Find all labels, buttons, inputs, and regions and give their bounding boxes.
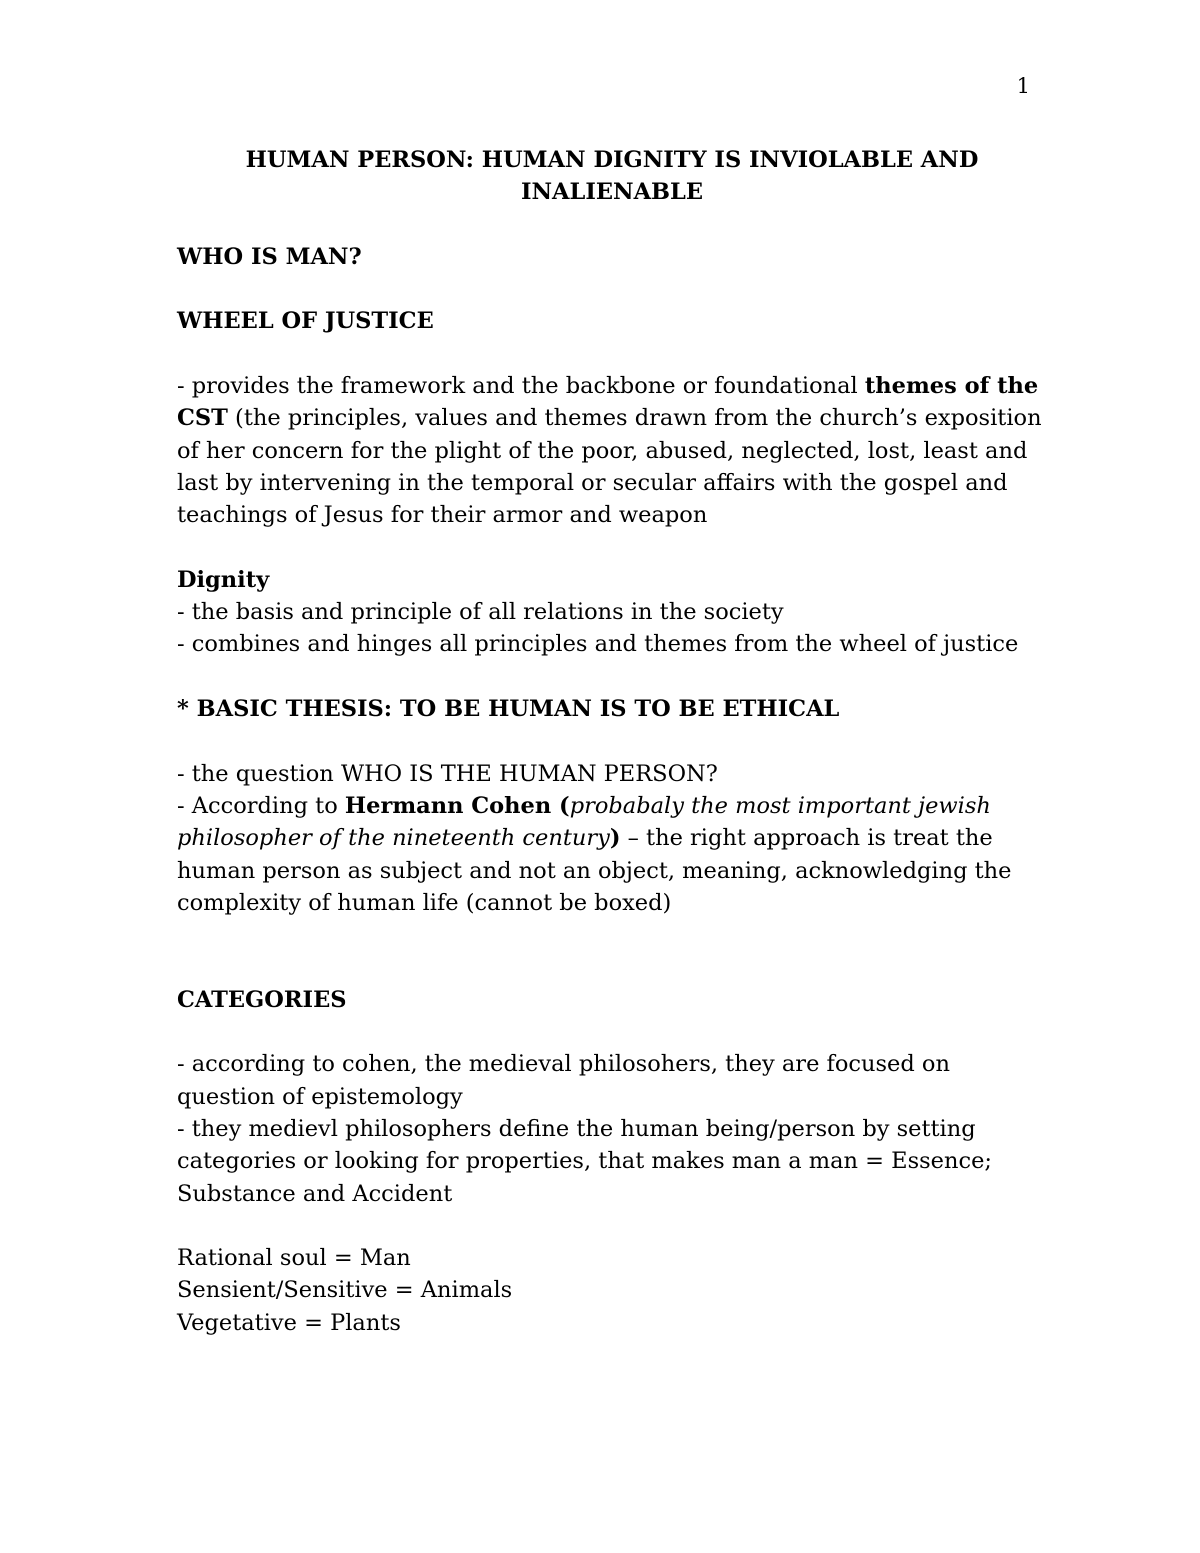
cohen-close-paren: )	[609, 825, 621, 852]
document-title	[177, 144, 1047, 209]
cohen-name: Hermann Cohen (	[344, 792, 570, 819]
wheel-text-bold: themes of the CST	[177, 373, 1039, 432]
title-line-1: HUMAN PERSON: HUMAN DIGNITY IS INVIOLABLE AND	[245, 147, 979, 173]
cohen-rest: – the right approach is treat the human person as subject and not an object, meaning, acknowledging the complexity of human life (cannot be boxed)	[177, 825, 1012, 916]
wheel-text-part2: (the principles, values and themes drawn from the church’s exposition of her concern for the plight of the poor, abused, neglected, lost, least and last by intervening in the temporal or secular affairs with the gospel and teachings of Jesus for their armor and weapon	[177, 405, 1042, 529]
title-line-2: INALIENABLE	[520, 179, 704, 206]
thesis-question: - the question WHO IS THE HUMAN PERSON?	[177, 760, 718, 787]
soul-line: Vegetative = Plants	[177, 1309, 401, 1336]
cohen-prefix: - According to	[177, 792, 345, 819]
heading-categories: CATEGORIES	[177, 986, 347, 1013]
soul-line: Rational soul = Man	[177, 1245, 411, 1272]
thesis-cohen-paragraph	[177, 790, 1047, 919]
wheel-text-part1: - provides the framework and the backbone or foundational	[177, 373, 865, 400]
heading-who-is-man: WHO IS MAN?	[177, 243, 362, 270]
heading-wheel-of-justice: WHEEL OF JUSTICE	[177, 308, 434, 335]
wheel-of-justice-paragraph	[177, 370, 1047, 531]
document-body	[177, 144, 1047, 1339]
categories-point: - they medievl philosophers define the human being/person by setting categories or looking for properties, that makes man a man = Essence; Substance and Accident	[177, 1115, 992, 1207]
categories-point: - according to cohen, the medieval philosohers, they are focused on question of epistemology	[177, 1051, 950, 1110]
page-number: 1	[1016, 74, 1030, 98]
cohen-description: probabaly the most important jewish philosopher of the nineteenth century	[177, 792, 991, 852]
heading-basic-thesis: * BASIC THESIS: TO BE HUMAN IS TO BE ETHICAL	[177, 696, 840, 723]
heading-dignity: Dignity	[177, 566, 270, 593]
soul-line: Sensient/Sensitive = Animals	[177, 1277, 513, 1304]
dignity-point: - combines and hinges all principles and themes from the wheel of justice	[177, 631, 1019, 658]
dignity-point: - the basis and principle of all relations in the society	[177, 599, 784, 626]
